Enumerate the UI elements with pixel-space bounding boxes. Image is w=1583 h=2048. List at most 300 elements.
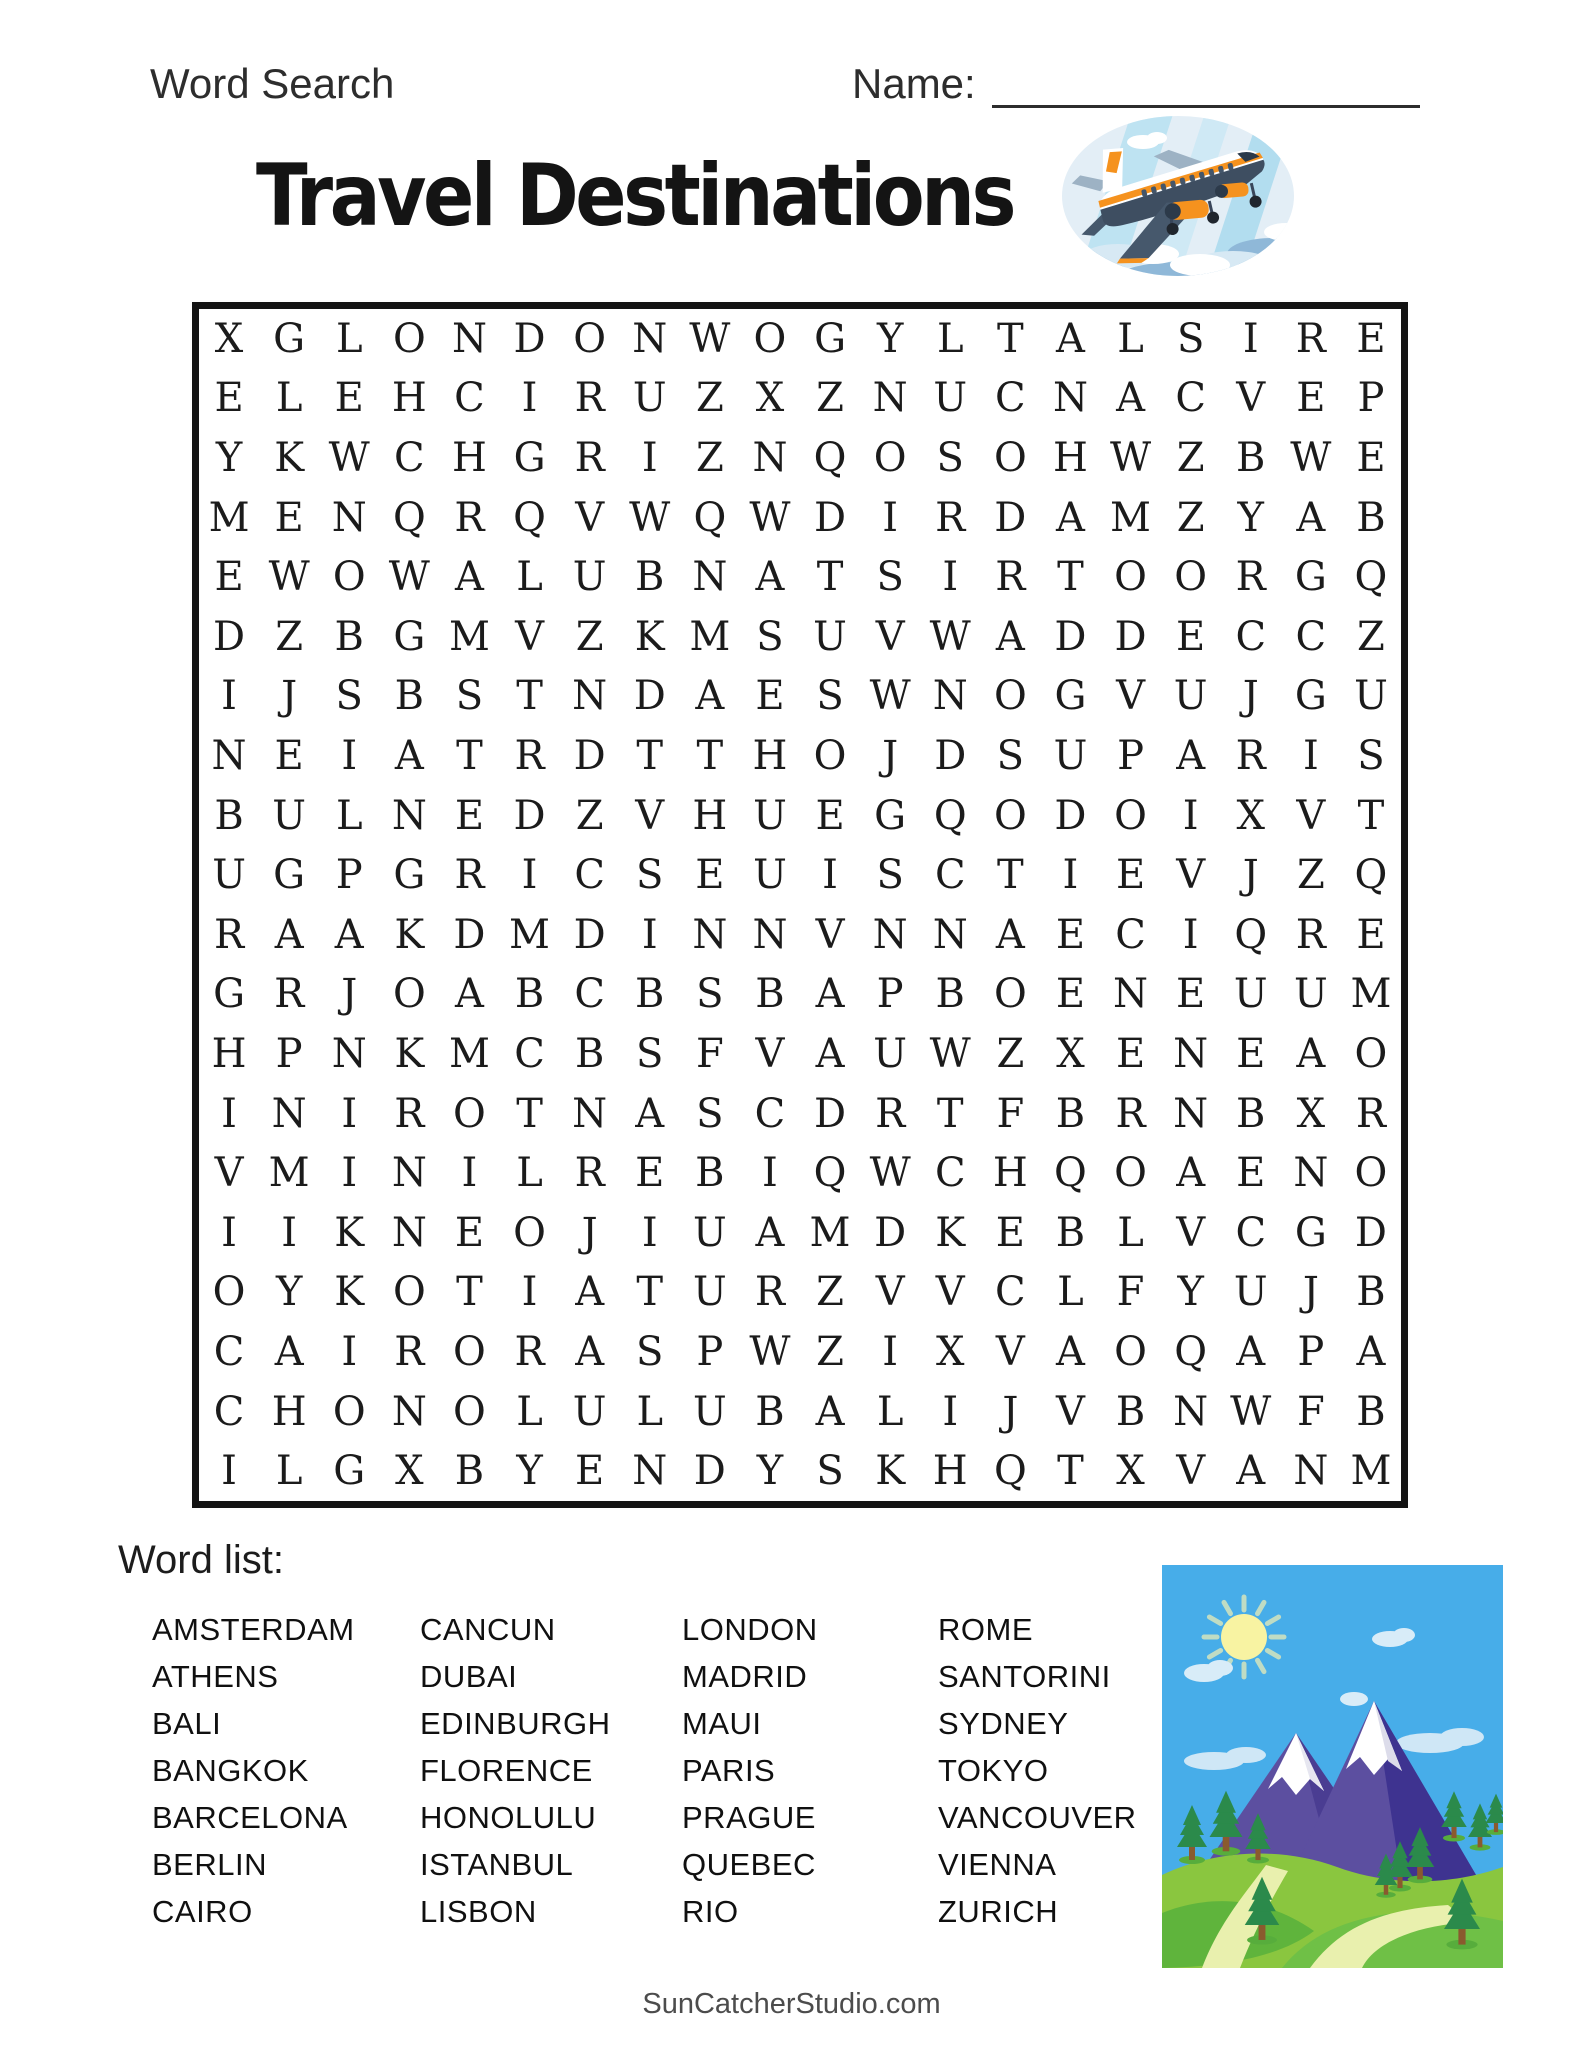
grid-letter: V (1236, 375, 1266, 422)
grid-letter: R (995, 554, 1026, 601)
grid-letter: N (632, 1448, 668, 1495)
grid-letter: I (521, 852, 538, 899)
grid-letter: V (815, 911, 845, 958)
grid-letter: A (1356, 1328, 1386, 1375)
grid-letter: Q (1174, 1328, 1208, 1375)
grid-letter: L (275, 375, 303, 422)
grid-letter: O (573, 315, 607, 362)
grid-letter: V (214, 1150, 244, 1197)
grid-letter: E (454, 1209, 485, 1256)
grid-letter: I (221, 1090, 237, 1137)
grid-letter: D (814, 494, 847, 541)
word-item: BANGKOK (152, 1753, 309, 1788)
grid-letter: Q (813, 1150, 847, 1197)
grid-letter: O (873, 434, 907, 481)
word-item: QUEBEC (682, 1847, 816, 1882)
grid-letter: V (1116, 673, 1145, 720)
grid-letter: O (1114, 792, 1147, 839)
grid-letter: L (876, 1388, 904, 1435)
grid-letter: B (755, 971, 785, 1018)
grid-letter: E (1356, 315, 1386, 362)
grid-letter: D (994, 494, 1027, 541)
grid-letter: I (882, 1328, 899, 1375)
grid-letter: R (574, 1150, 605, 1197)
grid-letter: R (454, 494, 485, 541)
grid-letter: E (1356, 911, 1386, 958)
grid-letter: E (1176, 613, 1206, 660)
grid-letter: C (1295, 613, 1327, 660)
grid-letter: Y (876, 315, 904, 362)
grid-letter: G (1294, 554, 1327, 601)
grid-letter: O (332, 1388, 366, 1435)
grid-letter: M (268, 1150, 310, 1197)
grid-letter: R (1355, 1090, 1386, 1137)
grid-letter: K (935, 1209, 966, 1256)
grid-letter: A (1176, 732, 1206, 779)
grid-letter: Z (1357, 613, 1385, 660)
grid-letter: W (929, 1030, 971, 1077)
grid-letter: S (696, 1090, 724, 1137)
grid-letter: T (816, 554, 844, 601)
grid-letter: Z (816, 1328, 844, 1375)
grid-letter: D (513, 315, 546, 362)
word-item: AMSTERDAM (152, 1612, 355, 1647)
grid-letter: D (1054, 613, 1087, 660)
grid-letter: G (1054, 673, 1087, 720)
grid-letter: P (1297, 1328, 1325, 1375)
grid-letter: F (1296, 1388, 1325, 1435)
grid-letter: M (448, 613, 490, 660)
grid-letter: H (271, 1388, 307, 1435)
word-item: ISTANBUL (420, 1847, 574, 1882)
grid-letter: E (214, 375, 244, 422)
grid-letter: R (875, 1090, 906, 1137)
grid-letter: N (632, 315, 668, 362)
grid-letter: Q (933, 792, 967, 839)
grid-letter: K (274, 434, 305, 481)
grid-letter: I (221, 1209, 237, 1256)
grid-letter: Q (392, 494, 426, 541)
grid-letter: G (1294, 673, 1327, 720)
word-item: TOKYO (938, 1753, 1049, 1788)
grid-letter: G (1294, 1209, 1327, 1256)
grid-letter: S (636, 1328, 664, 1375)
grid-letter: U (212, 852, 246, 899)
grid-letter: C (394, 434, 425, 481)
grid-letter: B (394, 673, 425, 720)
grid-letter: R (1115, 1090, 1146, 1137)
grid-letter: O (392, 315, 426, 362)
grid-letter: N (391, 792, 427, 839)
grid-letter: D (213, 613, 246, 660)
grid-letter: H (932, 1448, 968, 1495)
grid-letter: D (693, 1448, 726, 1495)
grid-letter: W (328, 434, 370, 481)
grid-letter: V (1176, 1448, 1206, 1495)
grid-letter: X (1116, 1448, 1145, 1495)
grid-letter: F (1116, 1269, 1145, 1316)
name-label: Name: (852, 60, 976, 107)
grid-letter: C (574, 852, 605, 899)
word-item: SANTORINI (938, 1659, 1111, 1694)
grid-letter: B (454, 1448, 485, 1495)
grid-letter: Z (575, 792, 604, 839)
grid-letter: K (394, 1030, 425, 1077)
airplane-illustration (1048, 104, 1348, 304)
grid-letter: M (1350, 1448, 1392, 1495)
grid-letter: L (1117, 315, 1144, 362)
word-item: LONDON (682, 1612, 818, 1647)
grid-letter: S (1357, 732, 1385, 779)
grid-letter: A (995, 613, 1025, 660)
grid-letter: M (1110, 494, 1152, 541)
grid-letter: P (275, 1030, 303, 1077)
grid-letter: N (752, 434, 788, 481)
grid-letter: A (755, 554, 785, 601)
word-item: DUBAI (420, 1659, 518, 1694)
word-item: MAUI (682, 1706, 762, 1741)
grid-letter: M (509, 911, 551, 958)
grid-letter: N (1052, 375, 1088, 422)
grid-letter: I (641, 434, 658, 481)
grid-letter: Q (1354, 852, 1388, 899)
grid-letter: I (341, 732, 358, 779)
grid-letter: B (935, 971, 965, 1018)
grid-letter: A (1236, 1328, 1266, 1375)
grid-letter: N (451, 315, 487, 362)
word-list-column (682, 1606, 938, 1935)
grid-letter: O (453, 1328, 486, 1375)
grid-letter: T (1057, 1448, 1084, 1495)
name-field (852, 60, 1420, 108)
grid-letter: E (755, 673, 785, 720)
grid-letter: Y (1237, 494, 1264, 541)
grid-letter: N (271, 1090, 307, 1137)
grid-letter: K (334, 1269, 365, 1316)
grid-letter: C (454, 375, 485, 422)
grid-letter: A (815, 971, 845, 1018)
grid-letter: R (1295, 911, 1326, 958)
grid-letter: C (934, 1150, 966, 1197)
grid-letter: N (1173, 1090, 1209, 1137)
grid-letter: A (454, 971, 484, 1018)
grid-letter: A (274, 1328, 304, 1375)
grid-letter: H (752, 732, 788, 779)
grid-letter: A (1055, 315, 1085, 362)
grid-letter: W (869, 1150, 911, 1197)
grid-letter: J (281, 673, 298, 720)
letter-grid (192, 302, 1408, 1508)
grid-letter: D (573, 732, 606, 779)
grid-letter: J (1242, 852, 1259, 899)
grid-letter: Q (1054, 1150, 1087, 1197)
grid-letter: I (822, 852, 838, 899)
grid-letter: A (394, 732, 424, 779)
grid-letter: H (451, 434, 487, 481)
grid-letter: K (634, 613, 665, 660)
grid-letter: P (335, 852, 363, 899)
grid-letter: E (1115, 852, 1146, 899)
grid-letter: O (392, 1269, 426, 1316)
grid-letter: O (753, 315, 787, 362)
grid-letter: G (513, 434, 546, 481)
grid-letter: S (1176, 315, 1205, 362)
grid-letter: L (516, 1388, 543, 1435)
grid-letter: A (1296, 1030, 1326, 1077)
grid-letter: B (635, 971, 665, 1018)
grid-letter: G (333, 1448, 366, 1495)
grid-letter: S (876, 852, 904, 899)
word-item: BARCELONA (152, 1800, 348, 1835)
grid-letter: I (281, 1209, 298, 1256)
grid-letter: B (695, 1150, 725, 1197)
grid-letter: Z (695, 375, 724, 422)
grid-letter: Y (516, 1448, 543, 1495)
grid-letter: O (212, 1269, 246, 1316)
grid-letter: I (1182, 792, 1199, 839)
grid-letter: O (993, 673, 1027, 720)
grid-letter: A (334, 911, 364, 958)
grid-letter: T (997, 315, 1024, 362)
grid-letter: W (929, 613, 971, 660)
grid-letter: E (1176, 971, 1206, 1018)
grid-letter: Z (1296, 852, 1325, 899)
grid-letter: V (575, 494, 605, 541)
grid-letter: E (575, 1448, 605, 1495)
grid-letter: N (572, 1090, 608, 1137)
grid-letter: O (813, 732, 847, 779)
grid-letter: O (1354, 1030, 1388, 1077)
grid-letter: O (392, 971, 426, 1018)
grid-letter: I (341, 1090, 358, 1137)
grid-letter: J (1302, 1269, 1319, 1316)
word-item: PARIS (682, 1753, 776, 1788)
grid-letter: U (1233, 971, 1268, 1018)
grid-letter: S (636, 852, 664, 899)
grid-letter: R (213, 911, 245, 958)
grid-letter: U (1354, 673, 1388, 720)
grid-letter: H (1052, 434, 1088, 481)
grid-letter: X (395, 1448, 424, 1495)
grid-letter: B (1055, 1090, 1086, 1137)
grid-letter: S (636, 1030, 664, 1077)
grid-letter: U (1173, 673, 1208, 720)
grid-letter: R (514, 1328, 545, 1375)
grid-letter: I (521, 1269, 538, 1316)
grid-letter: E (1236, 1150, 1266, 1197)
grid-letter: N (331, 494, 367, 541)
grid-letter: E (815, 792, 845, 839)
grid-letter: K (334, 1209, 365, 1256)
grid-letter: R (935, 494, 966, 541)
grid-letter: A (274, 911, 304, 958)
grid-letter: E (695, 852, 725, 899)
grid-letter: U (272, 792, 306, 839)
grid-letter: Z (816, 375, 844, 422)
grid-letter: U (1293, 971, 1328, 1018)
grid-letter: W (749, 494, 791, 541)
grid-letter: Q (693, 494, 727, 541)
grid-letter: W (689, 315, 731, 362)
grid-letter: L (516, 554, 543, 601)
word-item: LISBON (420, 1894, 537, 1929)
grid-letter: M (809, 1209, 851, 1256)
grid-letter: N (211, 732, 247, 779)
grid-letter: R (394, 1090, 425, 1137)
word-item: HONOLULU (420, 1800, 597, 1835)
grid-letter: Y (1177, 1269, 1204, 1316)
grid-letter: I (942, 1388, 959, 1435)
grid-letter: D (1054, 792, 1087, 839)
grid-letter: A (1055, 1328, 1085, 1375)
grid-letter: C (1235, 1209, 1267, 1256)
grid-letter: W (749, 1328, 791, 1375)
grid-letter: T (636, 732, 664, 779)
grid-letter: K (394, 911, 425, 958)
grid-letter: Z (816, 1269, 844, 1316)
footer-credit: SunCatcherStudio.com (642, 1988, 941, 2020)
grid-letter: U (873, 1030, 907, 1077)
grid-letter: Z (1176, 494, 1205, 541)
word-list-column (420, 1606, 682, 1935)
grid-letter: N (391, 1388, 427, 1435)
grid-letter: N (331, 1030, 367, 1077)
grid-letter: H (692, 792, 728, 839)
grid-letter: I (341, 1150, 358, 1197)
grid-letter: Z (1176, 434, 1205, 481)
grid-letter: C (995, 1269, 1026, 1316)
grid-letter: E (1356, 434, 1386, 481)
grid-letter: I (1242, 315, 1259, 362)
grid-letter: N (932, 673, 968, 720)
grid-letter: I (641, 911, 658, 958)
grid-letter: C (1115, 911, 1146, 958)
grid-letter: N (391, 1209, 427, 1256)
grid-letter: U (692, 1269, 727, 1316)
grid-letter: B (334, 613, 364, 660)
grid-letter: R (394, 1328, 425, 1375)
grid-letter: M (208, 494, 250, 541)
grid-letter: U (753, 852, 787, 899)
grid-letter: U (572, 1388, 607, 1435)
page-type-label: Word Search (150, 60, 395, 107)
grid-letter: N (692, 554, 728, 601)
grid-letter: N (391, 1150, 427, 1197)
grid-letter: I (641, 1209, 658, 1256)
grid-letter: S (816, 1448, 844, 1495)
grid-letter: T (696, 732, 724, 779)
word-item: VIENNA (938, 1847, 1057, 1882)
grid-letter: Z (695, 434, 724, 481)
grid-letter: W (869, 673, 911, 720)
grid-letter: X (1056, 1030, 1085, 1077)
grid-letter: S (756, 613, 784, 660)
grid-letter: G (874, 792, 907, 839)
grid-letter: I (221, 673, 237, 720)
grid-letter: S (876, 554, 904, 601)
grid-letter: Y (275, 1269, 303, 1316)
grid-letter: X (1296, 1090, 1326, 1137)
grid-letter: N (1293, 1448, 1329, 1495)
grid-letter: A (695, 673, 725, 720)
grid-letter: I (521, 375, 538, 422)
grid-letter: O (993, 434, 1027, 481)
grid-letter: Z (575, 613, 604, 660)
grid-letter: E (334, 375, 364, 422)
grid-letter: O (993, 792, 1027, 839)
word-item: ZURICH (938, 1894, 1059, 1929)
grid-letter: I (341, 1328, 358, 1375)
grid-letter: R (1295, 315, 1326, 362)
grid-letter: R (1235, 554, 1266, 601)
grid-letter: E (274, 494, 304, 541)
grid-letter: E (1236, 1030, 1266, 1077)
grid-letter: J (882, 732, 899, 779)
grid-letter: U (1233, 1269, 1268, 1316)
grid-letter: Y (756, 1448, 784, 1495)
grid-letter: R (454, 852, 485, 899)
grid-letter: K (875, 1448, 906, 1495)
grid-letter: F (695, 1030, 724, 1077)
grid-letter: D (633, 673, 666, 720)
grid-letter: E (995, 1209, 1025, 1256)
grid-letter: C (514, 1030, 545, 1077)
grid-letter: U (933, 375, 968, 422)
grid-letter: E (214, 554, 244, 601)
grid-letter: Y (215, 434, 243, 481)
grid-letter: Q (1234, 911, 1268, 958)
grid-letter: V (1176, 1209, 1206, 1256)
grid-letter: B (1356, 1388, 1386, 1435)
grid-letter: S (455, 673, 484, 720)
grid-letter: W (1109, 434, 1152, 481)
grid-letter: U (1053, 732, 1088, 779)
word-list-column (152, 1606, 420, 1935)
grid-letter: I (942, 554, 959, 601)
grid-letter: N (692, 911, 728, 958)
grid-letter: D (1114, 613, 1147, 660)
grid-letter: V (875, 613, 905, 660)
grid-letter: G (393, 852, 426, 899)
grid-letter: R (1235, 732, 1266, 779)
grid-letter: L (936, 315, 964, 362)
grid-letter: H (992, 1150, 1028, 1197)
grid-letter: V (1176, 852, 1206, 899)
grid-letter: A (1296, 494, 1326, 541)
grid-letter: W (388, 554, 430, 601)
grid-letter: R (514, 732, 545, 779)
grid-letter: V (515, 613, 544, 660)
grid-letter: U (572, 554, 607, 601)
grid-letter: E (454, 792, 485, 839)
word-item: CANCUN (420, 1612, 556, 1647)
grid-letter: B (1356, 1269, 1386, 1316)
word-item: BALI (152, 1706, 222, 1741)
grid-letter: T (1357, 792, 1385, 839)
grid-letter: O (1114, 1150, 1147, 1197)
grid-letter: T (636, 1269, 664, 1316)
grid-letter: A (1116, 375, 1145, 422)
grid-letter: X (755, 375, 785, 422)
grid-letter: W (1230, 1388, 1272, 1435)
grid-letter: G (273, 315, 306, 362)
grid-letter: T (997, 852, 1024, 899)
grid-letter: V (995, 1328, 1025, 1375)
grid-letter: U (692, 1388, 727, 1435)
grid-letter: D (874, 1209, 907, 1256)
grid-letter: I (762, 1150, 778, 1197)
grid-letter: G (814, 315, 847, 362)
